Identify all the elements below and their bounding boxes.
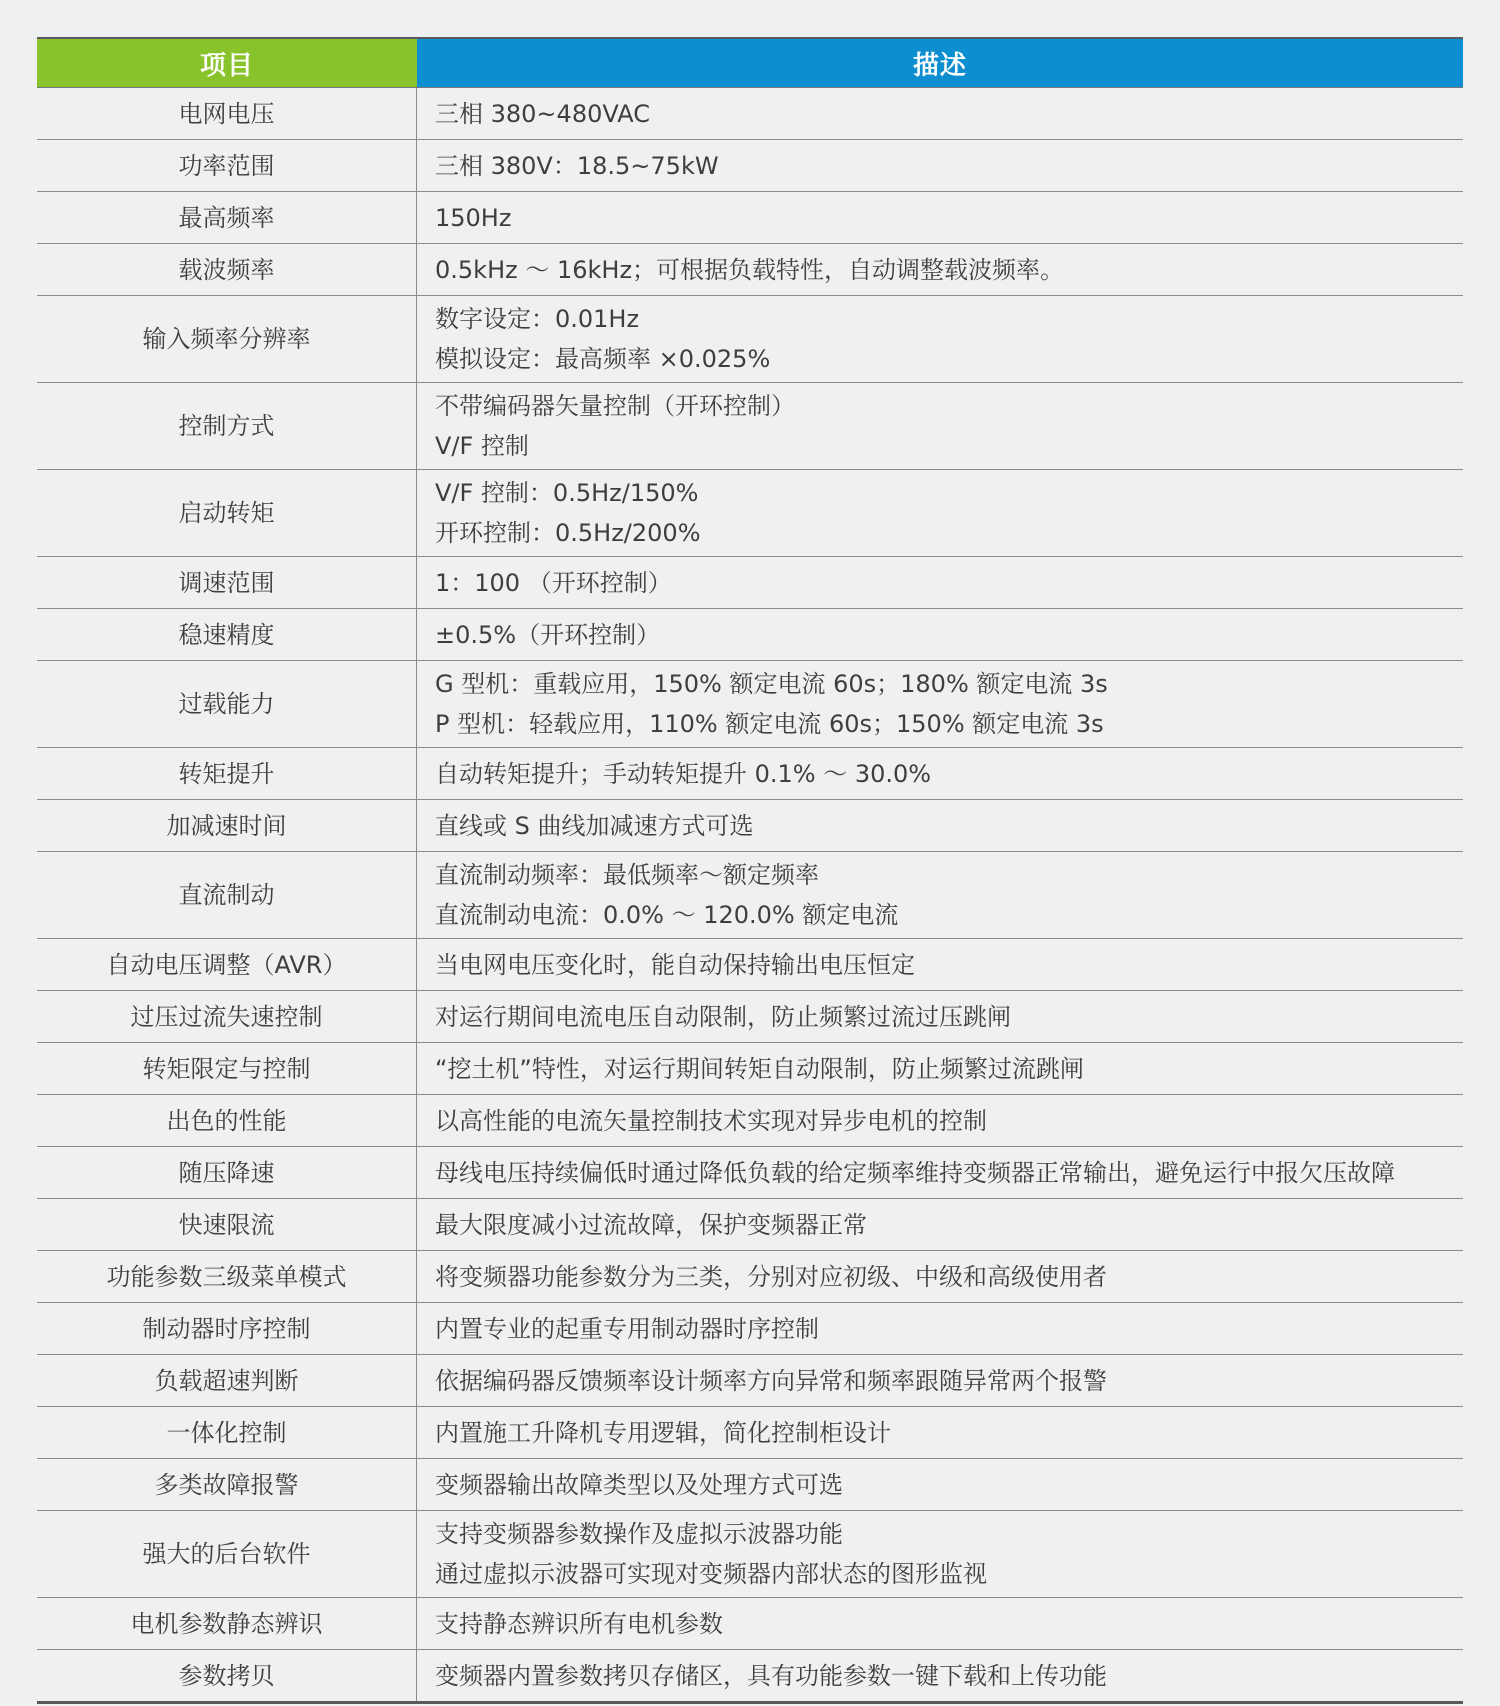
row-item-label [37,1303,417,1354]
row-description [417,1199,1463,1250]
table-row [37,1650,1463,1701]
description-line: 变频器输出故障类型以及处理方式可选 [435,1470,843,1499]
row-item-label [37,557,417,608]
table-header-row [37,39,1463,88]
item-label-text: 过压过流失速控制 [130,1002,323,1031]
row-description [417,1095,1463,1146]
table-row [37,609,1463,661]
row-description [417,852,1463,938]
row-item-label [37,244,417,295]
description-line: 直线或 S 曲线加减速方式可选 [435,811,754,840]
table-row [37,1511,1463,1598]
description-line: 自动转矩提升；手动转矩提升 0.1% ～ 30.0% [435,759,932,788]
row-item-label [37,1043,417,1094]
row-item-label [37,939,417,990]
item-label-text: 电网电压 [178,99,275,128]
row-description [417,1650,1463,1701]
item-label-text: 参数拷贝 [178,1661,275,1690]
table-body [37,88,1463,1701]
item-label-text: 随压降速 [178,1158,275,1187]
item-label-text: 强大的后台软件 [142,1540,311,1568]
row-description [417,1303,1463,1354]
row-item-label [37,296,417,382]
description-line: P 型机：轻载应用，110% 额定电流 60s；150% 额定电流 3s [435,710,1104,738]
description-line: V/F 控制 [435,432,529,460]
row-item-label [37,383,417,469]
description-line: 变频器内置参数拷贝存储区，具有功能参数一键下载和上传功能 [435,1661,1107,1690]
specification-table [37,37,1463,1704]
table-row [37,748,1463,800]
description-line: 三相 380~480VAC [435,99,650,128]
item-label-text: 载波频率 [178,255,275,284]
table-row [37,1147,1463,1199]
row-description [417,661,1463,747]
row-item-label [37,1511,417,1597]
item-label-text: 转矩提升 [178,759,275,788]
table-row [37,296,1463,383]
table-row [37,557,1463,609]
description-line: 直流制动电流：0.0% ～ 120.0% 额定电流 [435,901,899,929]
row-item-label [37,748,417,799]
table-row [37,1459,1463,1511]
table-row [37,192,1463,244]
row-item-label [37,192,417,243]
description-line: 150Hz [435,203,512,232]
row-description [417,88,1463,139]
row-description [417,557,1463,608]
row-description [417,939,1463,990]
item-label-text: 输入频率分辨率 [142,325,311,353]
row-item-label [37,1147,417,1198]
row-item-label [37,991,417,1042]
description-line: 当电网电压变化时，能自动保持输出电压恒定 [435,950,915,979]
row-item-label [37,88,417,139]
row-description [417,1251,1463,1302]
row-description [417,192,1463,243]
description-line: 将变频器功能参数分为三类，分别对应初级、中级和高级使用者 [435,1262,1107,1291]
table-row [37,140,1463,192]
row-item-label [37,800,417,851]
row-item-label [37,1598,417,1649]
row-description [417,383,1463,469]
table-row [37,1199,1463,1251]
description-line: 最大限度减小过流故障，保护变频器正常 [435,1210,867,1239]
row-item-label [37,1251,417,1302]
description-line: 母线电压持续偏低时通过降低负载的给定频率维持变频器正常输出，避免运行中报欠压故障 [435,1158,1395,1187]
row-description [417,1459,1463,1510]
description-line: ±0.5%（开环控制） [435,620,661,649]
item-label-text: 自动电压调整（AVR） [106,950,347,979]
row-item-label [37,1650,417,1701]
table-row [37,1043,1463,1095]
description-line: G 型机：重载应用，150% 额定电流 60s；180% 额定电流 3s [435,670,1108,698]
row-description [417,609,1463,660]
table-row [37,852,1463,939]
table-row [37,1355,1463,1407]
description-line: 模拟设定：最高频率 ×0.025% [435,345,771,373]
description-line: 开环控制：0.5Hz/200% [435,519,701,547]
row-description [417,296,1463,382]
description-line: 依据编码器反馈频率设计频率方向异常和频率跟随异常两个报警 [435,1366,1107,1395]
row-item-label [37,1459,417,1510]
row-item-label [37,140,417,191]
row-description [417,244,1463,295]
row-description [417,140,1463,191]
item-label-text: 启动转矩 [178,499,275,527]
item-label-text: 出色的性能 [166,1106,287,1135]
description-line: 内置施工升降机专用逻辑，简化控制柜设计 [435,1418,891,1447]
item-label-text: 负载超速判断 [154,1366,299,1395]
table-row [37,1251,1463,1303]
table-row [37,1303,1463,1355]
description-line: 通过虚拟示波器可实现对变频器内部状态的图形监视 [435,1560,987,1588]
item-label-text: 最高频率 [178,203,275,232]
table-row [37,244,1463,296]
row-description [417,1511,1463,1597]
table-row [37,1598,1463,1650]
item-label-text: 电机参数静态辨识 [130,1609,323,1638]
item-label-text: 加减速时间 [166,811,287,840]
description-line: 不带编码器矢量控制（开环控制） [435,392,795,420]
row-item-label [37,1407,417,1458]
item-label-text: 控制方式 [178,412,275,440]
table-row [37,800,1463,852]
row-description [417,1147,1463,1198]
column-header-item: 项目 [37,39,417,87]
row-description [417,470,1463,556]
description-line: 对运行期间电流电压自动限制，防止频繁过流过压跳闸 [435,1002,1011,1031]
description-line: “挖土机”特性，对运行期间转矩自动限制，防止频繁过流跳闸 [435,1054,1084,1083]
row-description [417,1598,1463,1649]
item-label-text: 稳速精度 [178,620,275,649]
item-label-text: 多类故障报警 [154,1470,299,1499]
description-line: 以高性能的电流矢量控制技术实现对异步电机的控制 [435,1106,987,1135]
table-row [37,939,1463,991]
table-row [37,1407,1463,1459]
item-label-text: 功能参数三级菜单模式 [106,1262,347,1291]
table-row [37,88,1463,140]
row-item-label [37,470,417,556]
row-item-label [37,1355,417,1406]
row-description [417,748,1463,799]
table-row [37,661,1463,748]
description-line: 支持变频器参数操作及虚拟示波器功能 [435,1520,843,1548]
table-row [37,383,1463,470]
item-label-text: 一体化控制 [166,1418,287,1447]
table-row [37,470,1463,557]
table-row [37,1095,1463,1147]
description-line: 1：100 （开环控制） [435,568,672,597]
row-item-label [37,609,417,660]
item-label-text: 调速范围 [178,568,275,597]
row-description [417,1043,1463,1094]
column-header-description: 描述 [417,39,1463,87]
item-label-text: 制动器时序控制 [142,1314,311,1343]
row-item-label [37,1199,417,1250]
description-line: V/F 控制：0.5Hz/150% [435,479,699,507]
row-description [417,800,1463,851]
description-line: 支持静态辨识所有电机参数 [435,1609,723,1638]
item-label-text: 转矩限定与控制 [142,1054,311,1083]
item-label-text: 过载能力 [178,690,275,718]
row-description [417,1355,1463,1406]
row-description [417,1407,1463,1458]
row-item-label [37,661,417,747]
item-label-text: 快速限流 [178,1210,275,1239]
description-line: 内置专业的起重专用制动器时序控制 [435,1314,819,1343]
row-item-label [37,852,417,938]
table-row [37,991,1463,1043]
description-line: 0.5kHz ～ 16kHz；可根据负载特性，自动调整载波频率。 [435,255,1065,284]
item-label-text: 直流制动 [178,881,275,909]
item-label-text: 功率范围 [178,151,275,180]
row-item-label [37,1095,417,1146]
description-line: 数字设定：0.01Hz [435,305,640,333]
row-description [417,991,1463,1042]
description-line: 三相 380V：18.5~75kW [435,151,719,180]
description-line: 直流制动频率：最低频率～额定频率 [435,861,819,889]
